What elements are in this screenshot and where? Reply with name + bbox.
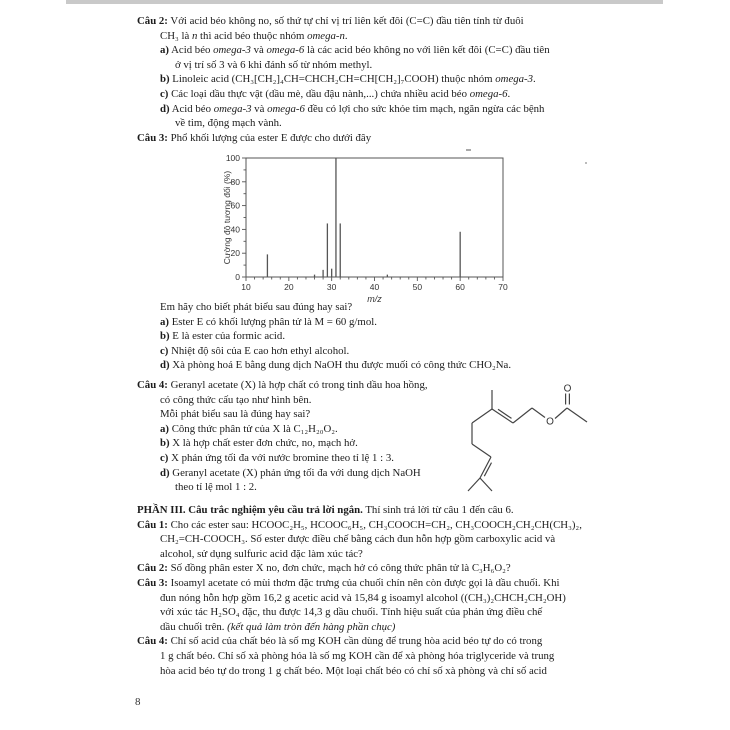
text-line: d) Geranyl acetate (X) phản ứng tối đa với dung dịch NaOH [160,466,421,479]
text-line: theo tỉ lệ mol 1 : 2. [175,481,257,494]
text-line: PHẦN III. Câu trắc nghiệm yêu cầu trả lời ngắn. Thí sinh trả lời từ câu 1 đến câu 6. [137,504,514,516]
text-line: về tim, động mạch vành. [175,117,282,130]
text-line: alcohol, sử dụng sulfuric acid đặc làm xúc tác? [160,547,363,560]
text-line: CH₃ là n thì acid béo thuộc nhóm omega-n. [160,29,348,42]
text-line: 1 g chất béo. Chỉ số xà phòng hóa là số mg KOH cần để xà phòng hóa triglyceride và trung [160,649,555,662]
scan-artifact-strip [66,0,663,4]
text-line: với xúc tác H₂SO₄ đặc, thu được 14,3 g dầu chuối. Tính hiệu suất của phản ứng điều chế [160,606,543,619]
text-line: CH₂=CH-COOCH₃. Số ester được điều chế bằng cách đun hỗn hợp gồm carboxylic acid và [160,533,556,546]
text-line: ở vị trí số 3 và 6 khi đánh số từ nhóm methyl. [175,58,373,71]
x-tick-label: 30 [326,282,337,292]
text-line: Câu 4: Chỉ số acid của chất béo là số mg KOH cần dùng để trung hòa acid béo tự do có trong [137,635,543,648]
text-line: Câu 2: Với acid béo không no, số thứ tự chỉ vị trí liên kết đôi (C=C) đầu tiên tính từ đuôi [137,15,524,27]
carbonyl-oxygen-label: O [563,383,572,395]
text-line: c) Các loại dầu thực vật (dầu mè, dầu đậu nành,...) chứa nhiều acid béo omega-6. [160,87,511,100]
x-tick-label: 10 [241,282,251,292]
plot-border [246,158,503,277]
y-tick-label: 0 [235,272,240,282]
y-tick-label: 80 [230,176,240,187]
question-cau3-statements [137,300,637,373]
mass-spectrum-chart [210,150,530,302]
text-line: Câu 3: Isoamyl acetate có mùi thơm đặc trưng của chuối chín nên còn được gọi là dầu chuối. Khi [137,576,560,589]
text-line: c) Nhiệt độ sôi của E cao hơn ethyl alcohol. [160,344,350,357]
part3-questions [137,503,637,678]
text-line: Câu 3: Phổ khối lượng của ester E được cho dưới đây [137,131,372,144]
x-tick-label: 60 [455,282,465,292]
text-line: hòa acid béo tự do trong 1 g chất béo. Một loại chất béo có chỉ số xà phòng và chỉ số acid [160,664,547,677]
text-line: d) Xà phòng hoá E bằng dung dịch NaOH thu được muối có công thức CHO₂Na. [160,359,512,372]
y-tick-label: 100 [225,153,240,163]
text-line: Câu 4: Geranyl acetate (X) là hợp chất có trong tinh dầu hoa hồng, [137,379,428,391]
text-line: b) X là hợp chất ester đơn chức, no, mạch hở. [160,437,358,450]
y-tick-label: 40 [230,224,240,235]
ester-oxygen-label: O [546,416,554,428]
text-line: Mỗi phát biểu sau là đúng hay sai? [160,408,311,421]
text-line: a) Công thức phân tử của X là C₁₂H₂₀O₂. [160,422,338,435]
y-tick-label: 60 [230,200,240,211]
geranyl-acetate-structure [450,380,605,510]
y-axis-label: Cường độ tương đối (%) [222,170,232,265]
y-tick-label: 20 [230,248,240,259]
question-cau4 [137,378,477,495]
text-line: d) Acid béo omega-3 và omega-6 đều có lợi cho sức khỏe tim mạch, ngăn ngừa các bệnh [160,102,545,115]
question-cau2-and-cau3-header [137,14,637,145]
skeletal-bonds [468,390,587,491]
text-line: đun nóng hỗn hợp gồm 16,2 g acetic acid và 15,84 g isoamyl alcohol ((CH₃)₂CHCH₂CH₂OH) [160,591,566,604]
text-line: dầu chuối trên. (kết quả làm tròn đến hàng phần chục) [160,620,396,633]
x-tick-label: 50 [412,282,423,292]
text-line: c) X phản ứng tối đa với nước bromine theo tỉ lệ 1 : 3. [160,451,394,464]
text-line: b) E là ester của formic acid. [160,330,286,343]
text-line: Câu 2: Số đồng phân ester X no, đơn chức, mạch hở có công thức phân tử là C₃H₆O₂? [137,562,511,575]
text-line: Câu 1: Cho các ester sau: HCOOC₂H₅, HCOOC₆H₅, CH₃COOCH=CH₂, CH₃COOCH₂CH₂CH(CH₃)₂, [137,518,582,531]
text-line: có công thức cấu tạo như hình bên. [160,393,312,406]
text-line: b) Linoleic acid (CH₃[CH₂]₄CH=CHCH₂CH=CH[CH₂]₇COOH) thuộc nhóm omega-3. [160,73,536,86]
x-axis-label: m/z [367,294,382,302]
scan-artifact-dot [585,162,587,164]
x-tick-label: 20 [284,282,294,292]
text-line: a) Ester E có khối lượng phân tử là M = 60 g/mol. [160,315,377,328]
text-line: Em hãy cho biết phát biểu sau đúng hay sai? [160,301,353,313]
text-line: a) Acid béo omega-3 và omega-6 là các acid béo không no với liên kết đôi (C=C) đầu tiên [160,44,550,57]
x-tick-label: 70 [498,282,508,292]
page-number: 8 [135,696,141,708]
x-tick-label: 40 [369,282,380,292]
